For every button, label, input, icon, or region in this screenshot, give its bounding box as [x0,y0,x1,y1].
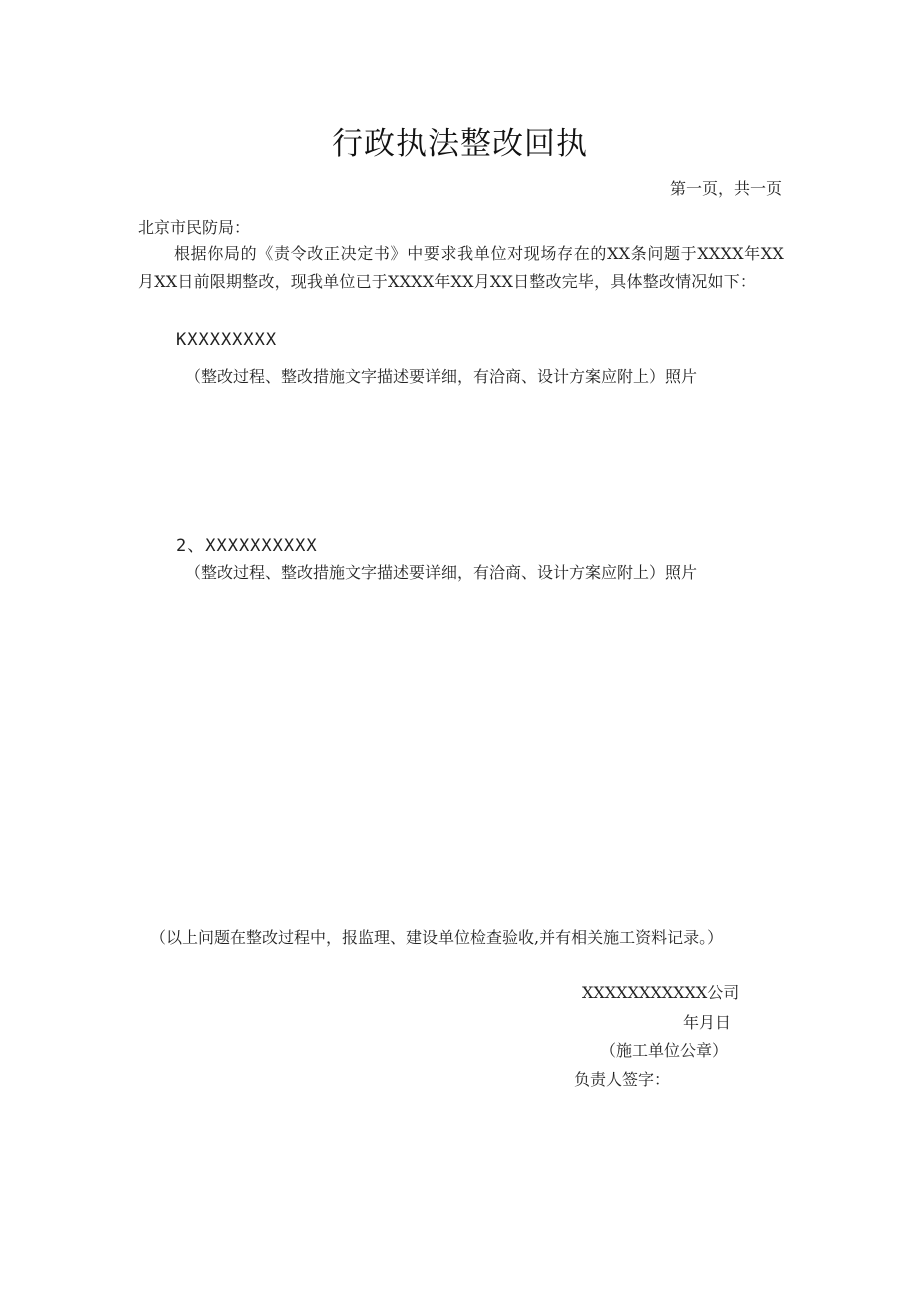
intro-paragraph: 根据你局的《责令改正决定书》中要求我单位对现场存在的XX条问题于XXXX年XX月XX日前限期整改，现我单位已于XXXX年XX月XX日整改完毕，具体整改情况如下： [138,244,784,291]
page-number: 第一页，共一页 [669,179,782,198]
item-2-title: 2、XXXXXXXXXX [176,536,318,556]
recipient-line: 北京市民防局： [138,218,251,237]
date-line: 年月日 [683,1013,732,1032]
inspection-note: （以上问题在整改过程中，报监理、建设单位检查验收,并有相关施工资料记录。） [150,928,724,947]
item-2-description: （整改过程、整改措施文字描述要详细，有洽商、设计方案应附上）照片 [185,563,698,582]
item-1-title: KXXXXXXXX [176,330,278,350]
document-title: 行政执法整改回执 [332,126,588,162]
seal-label: （施工单位公章） [600,1041,729,1060]
item-1-description: （整改过程、整改措施文字描述要详细，有洽商、设计方案应附上）照片 [185,367,698,386]
signer-label: 负责人签字： [574,1070,671,1089]
company-name: XXXXXXXXXXX公司 [582,983,740,1002]
